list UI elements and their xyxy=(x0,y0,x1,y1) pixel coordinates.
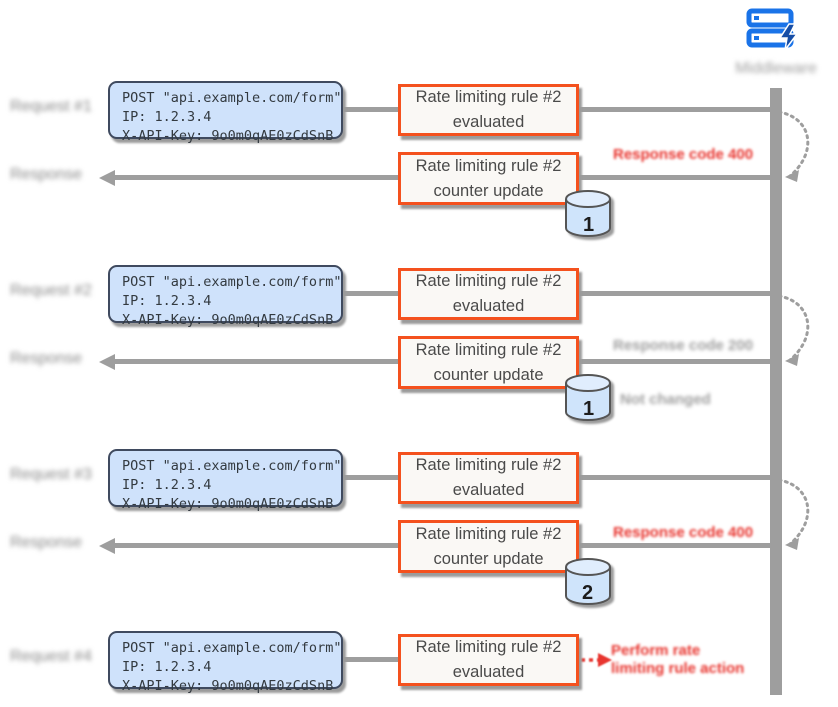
counter-database-icon-2 xyxy=(562,373,614,423)
counter-value-2: 1 xyxy=(583,398,595,420)
request-ip: IP: 1.2.3.4 xyxy=(122,658,212,675)
counter-database-icon-3 xyxy=(562,557,614,607)
request-3-label: Request #3 xyxy=(10,466,92,483)
request-url: POST "api.example.com/form" xyxy=(122,458,342,474)
response-3-label: Response xyxy=(10,534,83,551)
return-arc-3 xyxy=(779,480,808,544)
request-url: POST "api.example.com/form" xyxy=(122,274,342,290)
annotation-counter-note-2: Not changed xyxy=(620,391,711,408)
request-url: POST "api.example.com/form" xyxy=(122,640,342,656)
server-security-icon xyxy=(745,8,803,52)
rule-action-arrowhead xyxy=(598,653,612,667)
rule-evaluated-box-4: Rate limiting rule #2 evaluated xyxy=(398,634,579,686)
request-2-message-box xyxy=(108,265,343,328)
request-2-label: Request #2 xyxy=(10,282,92,299)
counter-update-box-1: Rate limiting rule #2 counter update xyxy=(398,152,579,205)
annotation-rule-action xyxy=(611,642,744,678)
request-ip: IP: 1.2.3.4 xyxy=(122,108,212,125)
annotation-response-code-1: Response code 400 xyxy=(613,146,754,163)
request-1-message-box xyxy=(108,81,343,144)
request-ip: IP: 1.2.3.4 xyxy=(122,476,212,493)
counter-update-box-3: Rate limiting rule #2 counter update xyxy=(398,520,579,573)
request-api-key: X-API-Key: 9o0m0qAE0zCdSnB xyxy=(122,495,334,512)
request-url: POST "api.example.com/form" xyxy=(122,90,342,106)
request-3-message-box xyxy=(108,449,343,512)
rule-evaluated-box-3: Rate limiting rule #2 evaluated xyxy=(398,452,579,504)
rule-evaluated-box-1: Rate limiting rule #2 evaluated xyxy=(398,84,579,136)
return-arc-1 xyxy=(779,112,808,176)
request-4-label: Request #4 xyxy=(10,648,92,665)
counter-update-box-2: Rate limiting rule #2 counter update xyxy=(398,336,579,389)
request-4-message-box xyxy=(108,631,343,694)
request-1-label: Request #1 xyxy=(10,98,92,115)
counter-database-icon-1 xyxy=(562,189,614,239)
request-api-key: X-API-Key: 9o0m0qAE0zCdSnB xyxy=(122,311,334,328)
actor-label: Middleware xyxy=(735,60,817,77)
rule-evaluated-box-2: Rate limiting rule #2 evaluated xyxy=(398,268,579,320)
request-ip: IP: 1.2.3.4 xyxy=(122,292,212,309)
request-api-key: X-API-Key: 9o0m0qAE0zCdSnB xyxy=(122,677,334,694)
return-arc-2 xyxy=(779,296,808,360)
response-1-label: Response xyxy=(10,166,83,183)
return-arc-arrowhead-1 xyxy=(785,170,799,182)
annotation-response-code-2: Response code 200 xyxy=(613,337,754,354)
counter-value-3: 2 xyxy=(582,582,594,604)
counter-value-1: 1 xyxy=(583,214,595,236)
annotation-rule-action-line2: limiting rule action xyxy=(611,660,745,677)
request-api-key: X-API-Key: 9o0m0qAE0zCdSnB xyxy=(122,127,334,144)
annotation-response-code-3: Response code 400 xyxy=(613,524,754,541)
annotation-rule-action-line1: Perform rate xyxy=(611,642,701,659)
response-2-label: Response xyxy=(10,350,83,367)
return-arc-arrowhead-2 xyxy=(785,354,799,366)
return-arc-arrowhead-3 xyxy=(785,538,799,550)
